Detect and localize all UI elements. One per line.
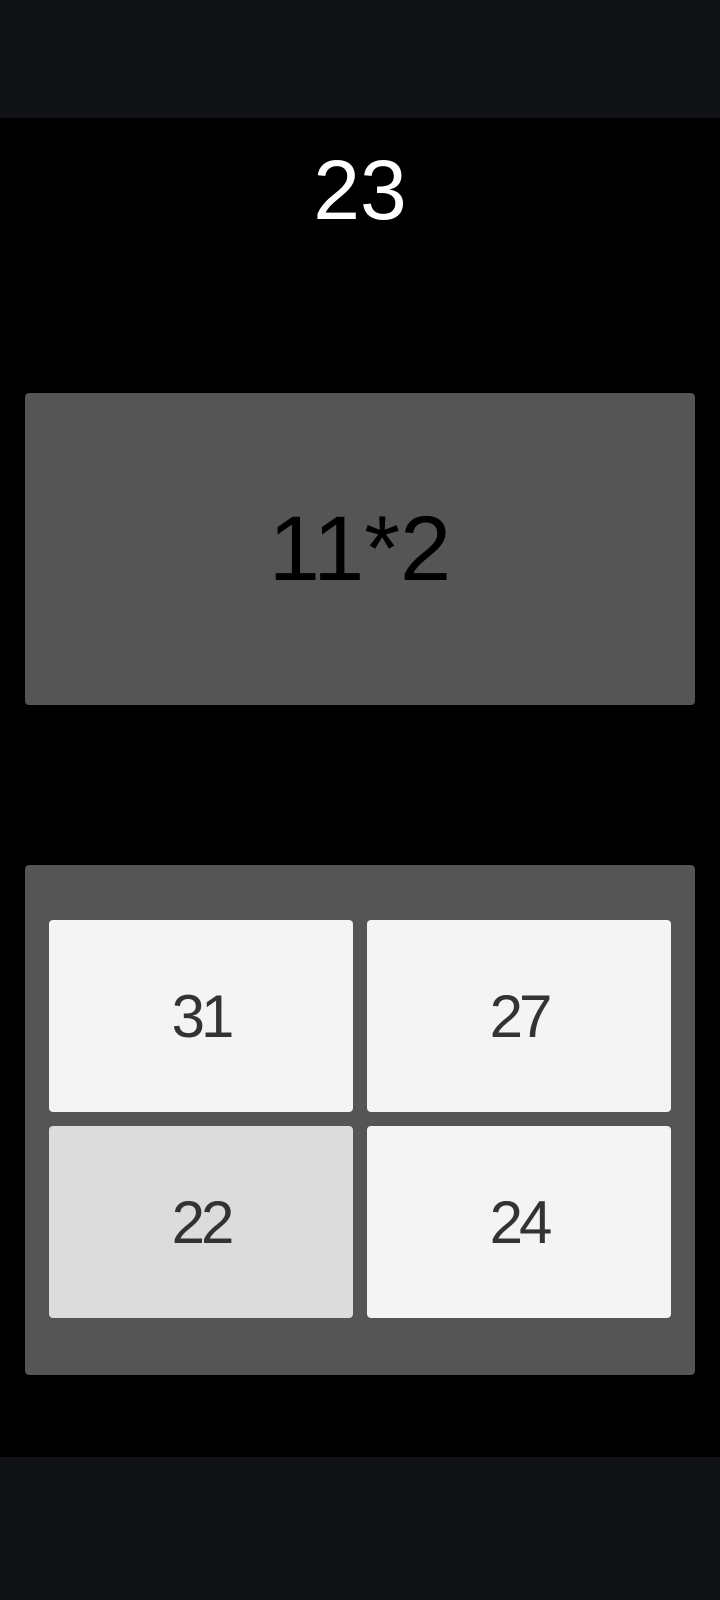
answer-button-2[interactable]: 27	[367, 920, 671, 1112]
question-card	[25, 393, 695, 705]
question-text: 11*2	[268, 498, 452, 600]
game-screen	[0, 118, 720, 1457]
answer-button-4[interactable]: 24	[367, 1126, 671, 1318]
navigation-bar	[0, 1457, 720, 1600]
answer-button-1[interactable]: 31	[49, 920, 353, 1112]
answers-panel	[25, 865, 695, 1375]
score-display: 23	[313, 143, 407, 237]
status-bar	[0, 0, 720, 118]
answer-button-3[interactable]: 22	[49, 1126, 353, 1318]
